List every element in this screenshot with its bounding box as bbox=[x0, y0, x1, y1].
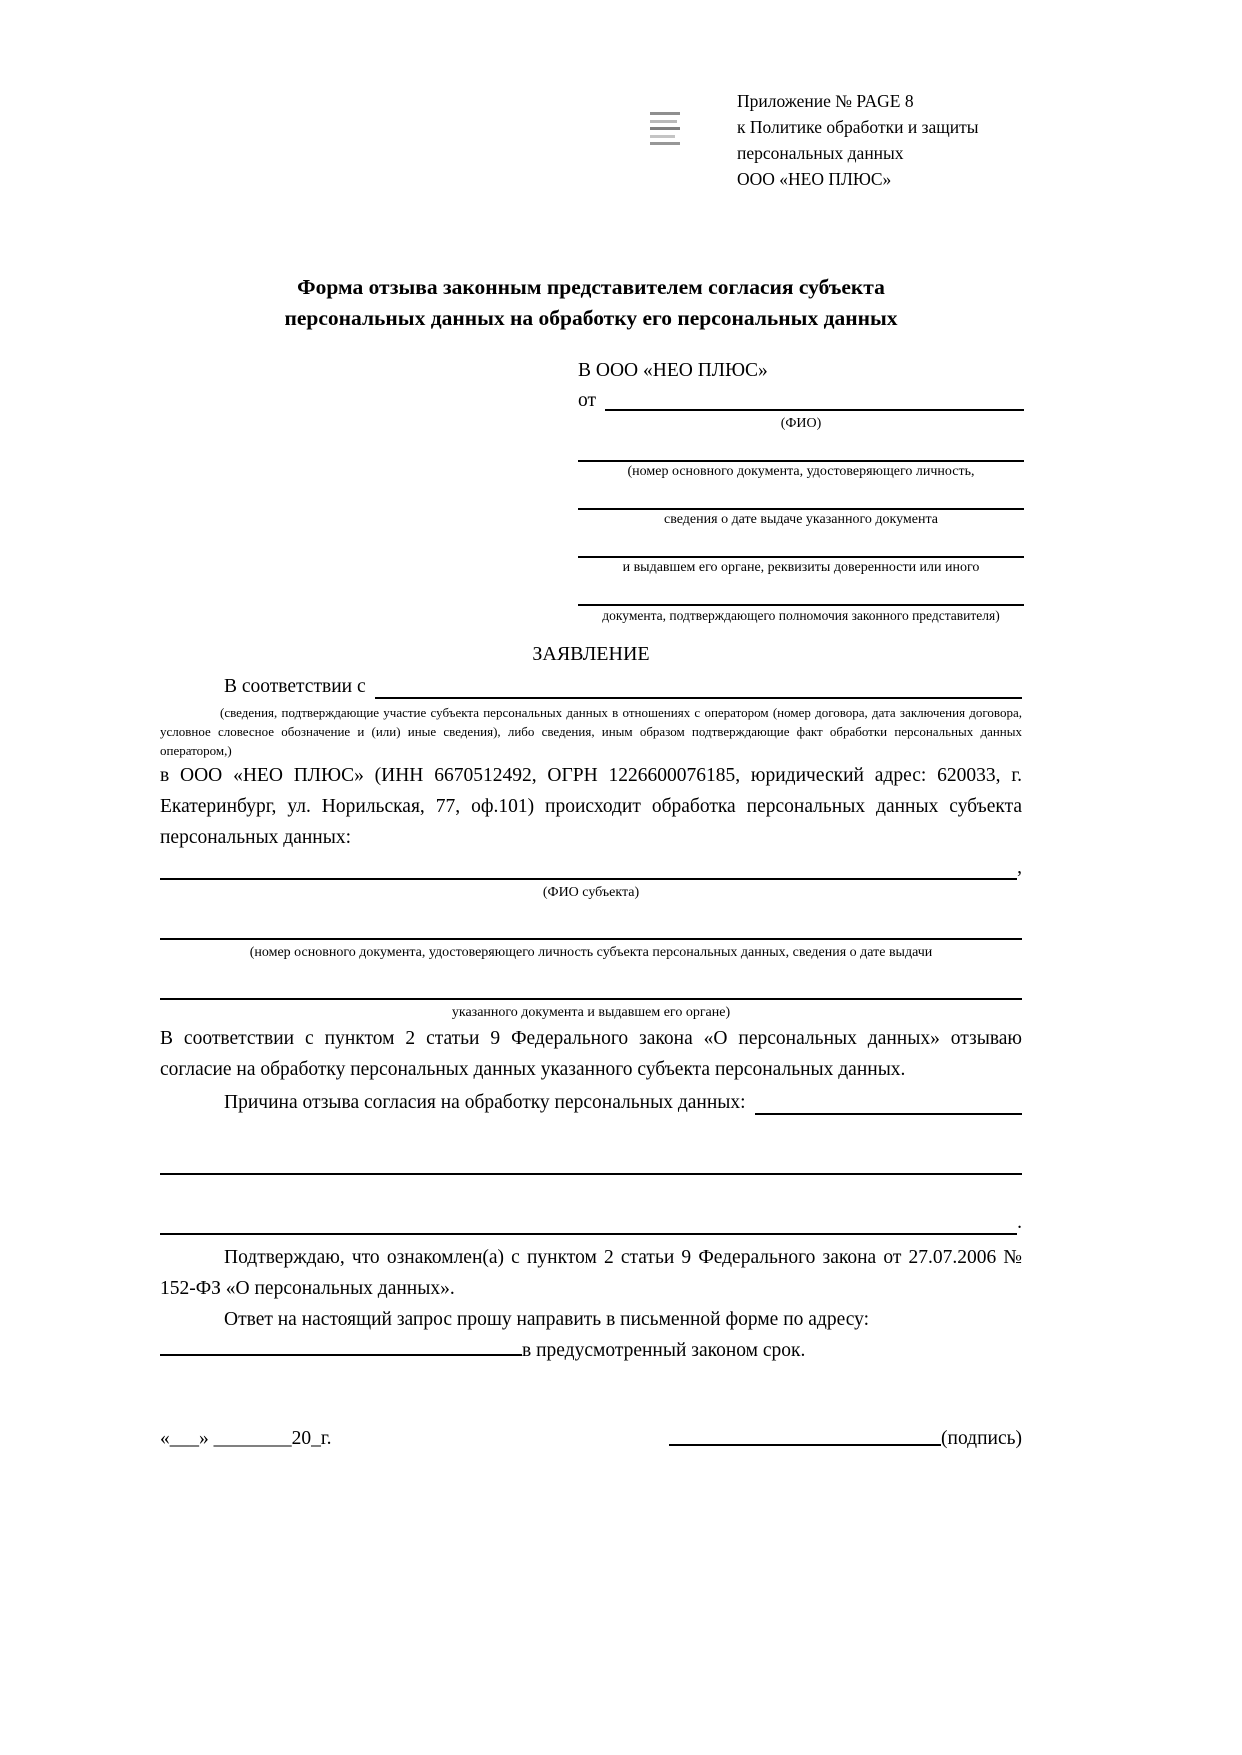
reply-address-row bbox=[160, 1335, 1022, 1366]
appendix-header-line: персональных данных bbox=[737, 143, 904, 163]
from-label: от bbox=[578, 390, 597, 411]
basis-blank-line bbox=[375, 697, 1022, 699]
confirmation-paragraph: Подтверждаю, что ознакомлен(а) с пунктом 2 статьи 9 Федерального закона от 27.07.2006 № 152-ФЗ «О персональных данных». bbox=[160, 1247, 1022, 1299]
reason-blank-row-3 bbox=[160, 1212, 1022, 1238]
reason-blank-line-2 bbox=[160, 1173, 1022, 1175]
subject-doc-blank-line bbox=[160, 938, 1022, 940]
document-title-line: персональных данных на обработку его персональных данных bbox=[284, 306, 898, 330]
field-caption: сведения о дате выдаче указанного документа bbox=[664, 512, 938, 527]
appendix-header bbox=[737, 88, 1067, 192]
document-title bbox=[160, 272, 1022, 334]
statement-body bbox=[160, 671, 1022, 1366]
appendix-header-line: к Политике обработки и защиты bbox=[737, 117, 979, 137]
reason-blank-line bbox=[755, 1113, 1022, 1115]
from-row bbox=[578, 386, 1024, 414]
reply-request-paragraph: Ответ на настоящий запрос прошу направить в письменной форме по адресу: bbox=[224, 1309, 870, 1330]
signature-caption: (подпись) bbox=[941, 1428, 1022, 1449]
subject-doc-row bbox=[160, 917, 1022, 943]
withdrawal-paragraph: В соответствии с пунктом 2 статьи 9 Федерального закона «О персональных данных» отзываю согласие на обработку персональных данных указанного субъекта персональных данных. bbox=[160, 1028, 1022, 1080]
appendix-header-line: Приложение № PAGE 8 bbox=[737, 91, 914, 111]
addressee-block bbox=[578, 358, 1024, 626]
intro-label: В соответствии с bbox=[224, 676, 366, 697]
blank-field-line bbox=[578, 434, 1024, 462]
subject-fio-row bbox=[160, 857, 1022, 883]
fio-blank-line bbox=[605, 409, 1024, 411]
subject-doc-caption: (номер основного документа, удостоверяющего личность субъекта персональных данных, сведения о дате выдачи bbox=[249, 945, 933, 960]
field-caption: (номер основного документа, удостоверяющего личность, bbox=[627, 464, 975, 479]
blank-field-line bbox=[578, 578, 1024, 606]
blank-field-line bbox=[578, 482, 1024, 510]
signature-row bbox=[160, 1428, 1022, 1450]
trailing-period: . bbox=[1017, 1212, 1022, 1233]
embedded-object-icon bbox=[650, 112, 681, 145]
operator-paragraph: в ООО «НЕО ПЛЮС» (ИНН 6670512492, ОГРН 1226600076185, юридический адрес: 620033, г. Екатеринбург, ул. Норильская, 77, оф.101) происходит обработка персональных данных субъекта персональных данных: bbox=[160, 765, 1022, 848]
signature-area bbox=[669, 1428, 1022, 1450]
reason-blank-row-2 bbox=[160, 1152, 1022, 1178]
date-line: «___» ________20_г. bbox=[160, 1428, 332, 1449]
subject-doc-row-2 bbox=[160, 977, 1022, 1003]
statement-heading: ЗАЯВЛЕНИЕ bbox=[532, 643, 650, 665]
blank-field-line bbox=[578, 530, 1024, 558]
reply-suffix: в предусмотренный законом срок. bbox=[522, 1340, 806, 1361]
field-caption: документа, подтверждающего полномочия законного представителя) bbox=[602, 608, 1000, 623]
subject-doc-blank-line-2 bbox=[160, 998, 1022, 1000]
basis-row bbox=[160, 671, 1022, 702]
document-title-line: Форма отзыва законным представителем согласия субъекта bbox=[297, 275, 885, 299]
reason-row bbox=[160, 1087, 1022, 1118]
intro-footnote: (сведения, подтверждающие участие субъекта персональных данных в отношениях с оператором (номер договора, дата заключения договора, условное словесное обозначение и (или) иные сведения), либо сведения, иным образом подтверждающие факт обработки персональных данных оператором,) bbox=[160, 705, 1022, 758]
subject-fio-caption: (ФИО субъекта) bbox=[542, 885, 640, 900]
reason-blank-line-3 bbox=[160, 1233, 1017, 1235]
subject-doc-caption-2: указанного документа и выдавшем его органе) bbox=[451, 1005, 731, 1020]
address-blank-line bbox=[160, 1354, 522, 1356]
field-caption: и выдавшем его органе, реквизиты доверенности или иного bbox=[622, 560, 980, 575]
trailing-comma: , bbox=[1017, 857, 1022, 878]
reason-label: Причина отзыва согласия на обработку персональных данных: bbox=[224, 1092, 746, 1113]
subject-fio-blank-line bbox=[160, 878, 1017, 880]
signature-blank-line bbox=[669, 1444, 941, 1446]
fio-caption: (ФИО) bbox=[780, 416, 822, 431]
addressee-org-line: В ООО «НЕО ПЛЮС» bbox=[578, 360, 768, 381]
appendix-header-line: ООО «НЕО ПЛЮС» bbox=[737, 169, 892, 189]
